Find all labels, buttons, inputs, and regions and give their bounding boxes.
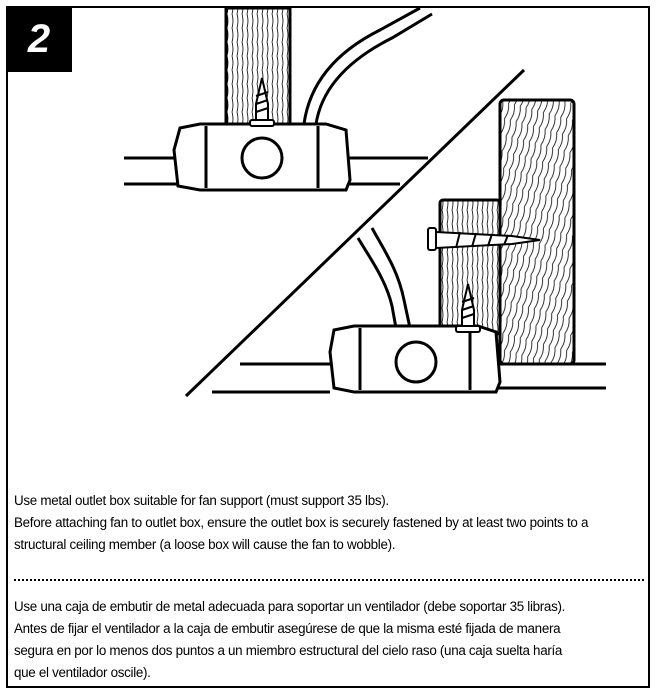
instructions-spanish — [14, 596, 648, 684]
wood-beam-icon — [500, 100, 574, 364]
instruction-line: Use metal outlet box suitable for fan support (must support 35 lbs). — [14, 493, 389, 508]
step-number-badge: 2 — [6, 6, 72, 72]
instruction-line: que el ventilador oscile). — [14, 665, 151, 680]
wire-icon — [358, 228, 410, 328]
instruction-line: structural ceiling member (a loose box will cause the fan to wobble). — [14, 537, 396, 552]
instruction-line: Before attaching fan to outlet box, ensure the outlet box is securely fastened by at least two points to a — [14, 515, 589, 530]
instruction-line: Use una caja de embutir de metal adecuada para soportar un ventilador (debe soportar 35 libras). — [14, 599, 566, 614]
instructions-english — [14, 490, 648, 556]
wire-icon — [304, 8, 432, 124]
instruction-line: segura en por lo menos dos puntos a un miembro estructural del cielo raso (una caja suelta haría — [14, 643, 563, 658]
instruction-line: Antes de fijar el ventilador a la caja de embutir asegúrese de que la misma esté fijada de manera — [14, 621, 561, 636]
upper-detail — [124, 8, 432, 190]
dotted-divider — [14, 579, 644, 581]
outlet-box-icon — [174, 124, 350, 190]
outlet-box-icon — [330, 326, 500, 392]
